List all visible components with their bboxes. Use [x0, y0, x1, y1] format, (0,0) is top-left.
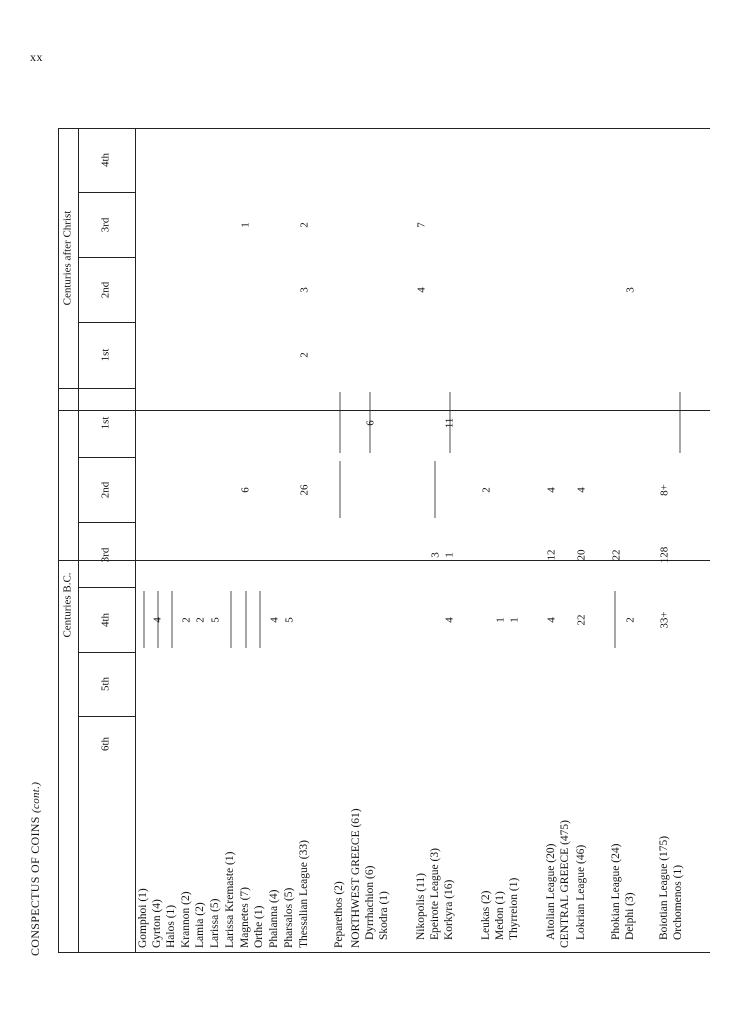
cell-value: 2: [624, 616, 637, 623]
cell-value: 4: [268, 616, 281, 623]
column-header-5th: 5th: [99, 676, 112, 692]
cell-value: 4: [545, 486, 558, 493]
column-header-6th: 6th: [99, 736, 112, 752]
column-header-1st: 1st: [99, 416, 112, 429]
place-name: Aitolian League (20): [545, 843, 557, 940]
cell-value: 11: [443, 417, 456, 428]
column-header-3rd: 3rd: [99, 547, 112, 562]
place-name: Larissa (5): [209, 898, 221, 948]
group-header-ad: Centuries after Christ: [61, 210, 74, 306]
place-name: Boiotian League (175): [658, 835, 670, 940]
cell-value: 4: [443, 616, 456, 623]
column-header-ad-2nd: 2nd: [99, 281, 112, 298]
place-name: Phalanna (4): [268, 889, 280, 948]
cell-value: 26: [298, 484, 311, 495]
place-name: Thessalian League (33): [298, 840, 310, 948]
cell-value: 1: [494, 616, 507, 623]
column-header-ad-4th: 4th: [99, 152, 112, 168]
cell-value: 6: [364, 419, 377, 426]
place-name: Magnetes (7): [239, 887, 251, 948]
cell-value: 2: [298, 221, 311, 228]
cell-value: 1: [508, 616, 521, 623]
cell-value: 3: [624, 286, 637, 293]
cell-value: 2: [480, 486, 493, 493]
cell-value: 7: [415, 221, 428, 228]
cell-value: 22: [610, 549, 623, 560]
cell-value: 6: [239, 486, 252, 493]
cell-value: 5: [283, 616, 296, 623]
place-name: Krannon (2): [180, 891, 192, 948]
place-name: Phokian League (24): [610, 843, 622, 940]
section-heading: CENTRAL GREECE (475): [559, 820, 571, 948]
cell-value: 2: [194, 616, 207, 623]
cell-value: 12: [545, 549, 558, 560]
cell-value: 4: [575, 486, 588, 493]
place-name: Lokrian League (46): [575, 844, 587, 940]
place-name: Medon (1): [494, 891, 506, 940]
column-header-ad-3rd: 3rd: [99, 217, 112, 232]
cell-value: 1: [443, 551, 456, 558]
place-name: Dyrrhachion (6): [364, 865, 376, 940]
place-name: Pharsalos (5): [283, 887, 295, 948]
cell-value: 5: [209, 616, 222, 623]
cell-value: 3: [429, 551, 442, 558]
group-header-bc: Centuries B.C.: [61, 572, 74, 638]
place-name: Lamia (2): [194, 902, 206, 948]
cell-value: 2: [180, 616, 193, 623]
column-header-ad-1st: 1st: [99, 348, 112, 362]
place-name: Orthe (1): [253, 905, 265, 948]
place-name: Gyrton (4): [151, 899, 163, 948]
section-heading: NORTHWEST GREECE (61): [350, 808, 362, 948]
cell-value: 8+: [658, 483, 671, 496]
column-header-2nd: 2nd: [99, 481, 112, 498]
place-name: Leukas (2): [480, 890, 492, 940]
cell-value: 20: [575, 549, 588, 560]
place-name: Gomphoi (1): [137, 888, 149, 948]
place-name: Delphi (3): [624, 892, 636, 940]
cell-value: 4: [545, 616, 558, 623]
cell-value: 1: [239, 221, 252, 228]
cell-value: 3: [298, 286, 311, 293]
page-number: xx: [30, 50, 43, 64]
cell-value: 22: [575, 614, 588, 625]
cell-value: 2: [298, 352, 311, 358]
cell-value: 128: [658, 546, 671, 563]
table-title-text: CONSPECTUS OF COINS: [28, 816, 42, 956]
cell-value: 33+: [658, 610, 671, 629]
place-name: Korkyra (16): [443, 879, 455, 940]
table-title-suffix: (cont.): [30, 781, 42, 813]
cell-value: 4: [415, 286, 428, 293]
place-name: Nikopolis (11): [415, 873, 427, 940]
place-name: Skodra (1): [378, 891, 390, 940]
cell-value: 4: [151, 616, 164, 623]
place-name: Halos (1): [165, 904, 177, 948]
place-name: Epeirote League (3): [429, 848, 441, 940]
place-name: Thyrreion (1): [508, 877, 520, 940]
place-name: Peparethos (2): [333, 881, 345, 948]
place-name: Orchomenos (1): [672, 864, 684, 940]
column-header-4th: 4th: [99, 612, 112, 627]
place-name: Larissa Kremaste (1): [224, 851, 236, 948]
